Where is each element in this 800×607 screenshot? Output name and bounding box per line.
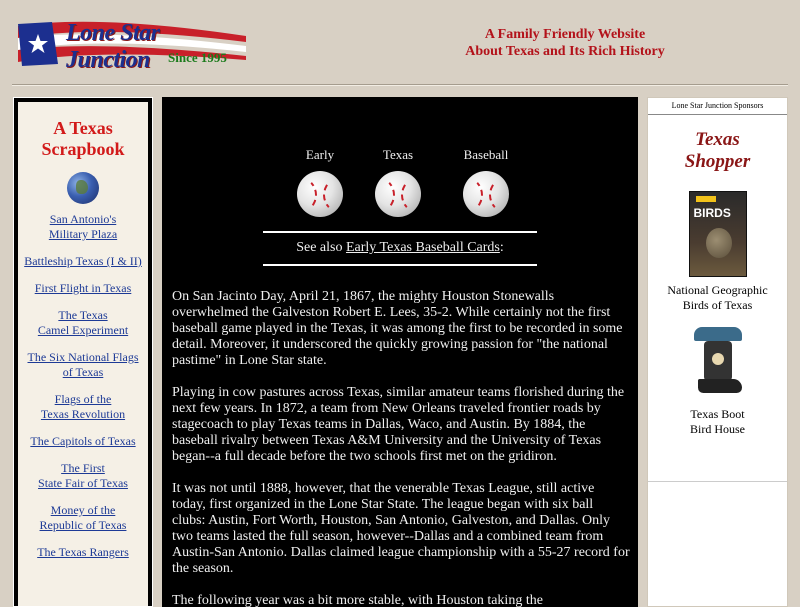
caption-line: Bird House — [690, 422, 745, 436]
nav-link-text: Battleship Texas (I & II) — [24, 254, 142, 268]
article-paragraph: It was not until 1888, however, that the venerable Texas League, still active today, first organized in the Lone Star State. The league began with six ball clubs: Austin, Fort Worth, Houston, San Antonio, Galveston, and Dallas. Only two teams lasted the full season, however--Dallas and a combined team from Austin-San Antonio. Dallas claimed league championship with a 55-27 record for the season. — [172, 481, 630, 576]
shopper-line1: Texas — [695, 129, 740, 150]
logo-text: Lone Star Junction — [66, 20, 160, 73]
nav-link-text: The Six National Flags — [27, 350, 139, 364]
shopper-line2: Shopper — [684, 151, 751, 172]
globe-icon — [67, 172, 99, 204]
scrapbook-title-line2: Scrapbook — [41, 139, 125, 159]
nav-item — [18, 434, 148, 449]
caption-line: National Geographic — [667, 283, 768, 297]
nav-item — [18, 461, 148, 491]
divider-top — [263, 231, 537, 233]
baseball-cards-link[interactable]: Early Texas Baseball Cards — [345, 240, 500, 255]
nav-link-text: of Texas — [62, 365, 104, 379]
nav-link-texas-rangers[interactable] — [37, 545, 129, 559]
article-paragraph: Playing in cow pastures across Texas, similar amateur teams florished during the next few years. In 1872, a team from New Orleans traveled frontier roads by stagecoach to play Texas teams in Dallas, Waco, and Austin. By 1884, the baseball rivalry between Texas A&M University and the University of Texas began--a full decade before the two schools first met on the gridiron. — [172, 385, 625, 464]
caption-line: Birds of Texas — [682, 298, 753, 312]
book-title: BIRDS — [693, 206, 731, 220]
nav-link-text: The Texas — [58, 308, 108, 322]
nav-link-text: State Fair of Texas — [38, 476, 128, 490]
divider-bottom — [263, 264, 537, 266]
main-content — [162, 97, 638, 607]
bird-icon — [706, 228, 732, 258]
scrapbook-title — [18, 118, 148, 160]
scrapbook-nav — [18, 212, 148, 560]
article-body — [172, 289, 630, 607]
product-caption-boot[interactable] — [648, 407, 787, 437]
boot-icon — [698, 379, 742, 393]
nav-link-text: Republic of Texas — [39, 518, 127, 532]
nav-link-text: First Flight in Texas — [34, 281, 132, 295]
see-also-line — [263, 240, 537, 256]
nav-link-text: The First — [61, 461, 105, 475]
article-paragraph: On San Jacinto Day, April 21, 1867, the mighty Houston Stonewalls overwhelmed the Galveston Robert E. Lees, 35-2. While certainly not the first baseball game played in the Texas, it was among the first to be recorded in some detail. Moreover, it underscored the quickly growing passion for "the national pastime" in Lone Star state. — [172, 289, 623, 368]
sponsor-sidebar — [647, 97, 788, 607]
see-also-suffix: : — [499, 240, 504, 255]
boot-birdhouse-image[interactable] — [688, 321, 748, 403]
nav-link-six-flags[interactable] — [28, 350, 139, 379]
texas-shopper-title[interactable] — [648, 129, 787, 173]
nav-link-battleship-texas[interactable] — [24, 254, 142, 268]
baseball-icon — [463, 171, 509, 217]
see-also-prefix: See also — [296, 240, 346, 255]
nav-item — [18, 350, 148, 380]
nav-link-text: San Antonio's — [49, 212, 117, 226]
site-header — [0, 0, 800, 84]
nav-link-republic-money[interactable] — [40, 503, 127, 532]
nav-link-first-flight[interactable] — [35, 281, 132, 295]
nav-link-revolution-flags[interactable] — [41, 392, 125, 421]
birds-book-image[interactable] — [689, 191, 747, 277]
caption-line: Texas Boot — [690, 407, 745, 421]
baseball-banner — [290, 147, 510, 217]
sponsor-bottom-divider — [648, 481, 787, 482]
sponsor-divider — [648, 114, 787, 115]
site-logo[interactable] — [18, 18, 248, 73]
nav-item — [18, 254, 148, 269]
nav-link-text: Camel Experiment — [37, 323, 129, 337]
logo-since: Since 1995 — [168, 50, 227, 65]
nav-link-text: Texas Revolution — [40, 407, 126, 421]
banner-item — [290, 147, 350, 217]
header-divider — [12, 84, 788, 86]
nav-item — [18, 392, 148, 422]
nav-item — [18, 503, 148, 533]
nav-item — [18, 308, 148, 338]
scrapbook-panel — [18, 102, 148, 607]
banner-word: Texas — [382, 147, 414, 162]
nav-link-text: The Capitols of Texas — [30, 434, 136, 448]
site-tagline — [440, 26, 690, 60]
tagline-line2: About Texas and Its Rich History — [465, 44, 665, 59]
nat-geo-logo-icon — [696, 196, 716, 202]
nav-link-text: Flags of the — [54, 392, 112, 406]
article-paragraph: The following year was a bit more stable, with Houston taking the — [172, 593, 543, 607]
product-caption-birds[interactable] — [648, 283, 787, 313]
nav-link-text: The Texas Rangers — [37, 545, 129, 559]
banner-word: Early — [305, 147, 335, 162]
left-sidebar — [13, 97, 153, 607]
nav-link-camel-experiment[interactable] — [38, 308, 128, 337]
baseball-icon — [375, 171, 421, 217]
banner-word: Baseball — [463, 147, 509, 162]
nav-link-state-fair[interactable] — [38, 461, 128, 490]
nav-link-text: Military Plaza — [48, 227, 118, 241]
sponsor-header: Lone Star Junction Sponsors — [671, 101, 764, 110]
banner-item — [456, 147, 516, 217]
scrapbook-title-line1: A Texas — [53, 118, 113, 138]
nav-link-text: Money of the — [50, 503, 116, 517]
banner-item — [368, 147, 428, 217]
nav-link-capitols[interactable] — [30, 434, 135, 448]
nav-item — [18, 212, 148, 242]
baseball-icon — [297, 171, 343, 217]
nav-link-military-plaza[interactable] — [49, 212, 117, 241]
birdhouse-hole — [712, 353, 724, 365]
nav-item — [18, 281, 148, 296]
birdhouse-roof — [694, 327, 742, 341]
nav-item — [18, 545, 148, 560]
tagline-line1: A Family Friendly Website — [484, 27, 646, 42]
